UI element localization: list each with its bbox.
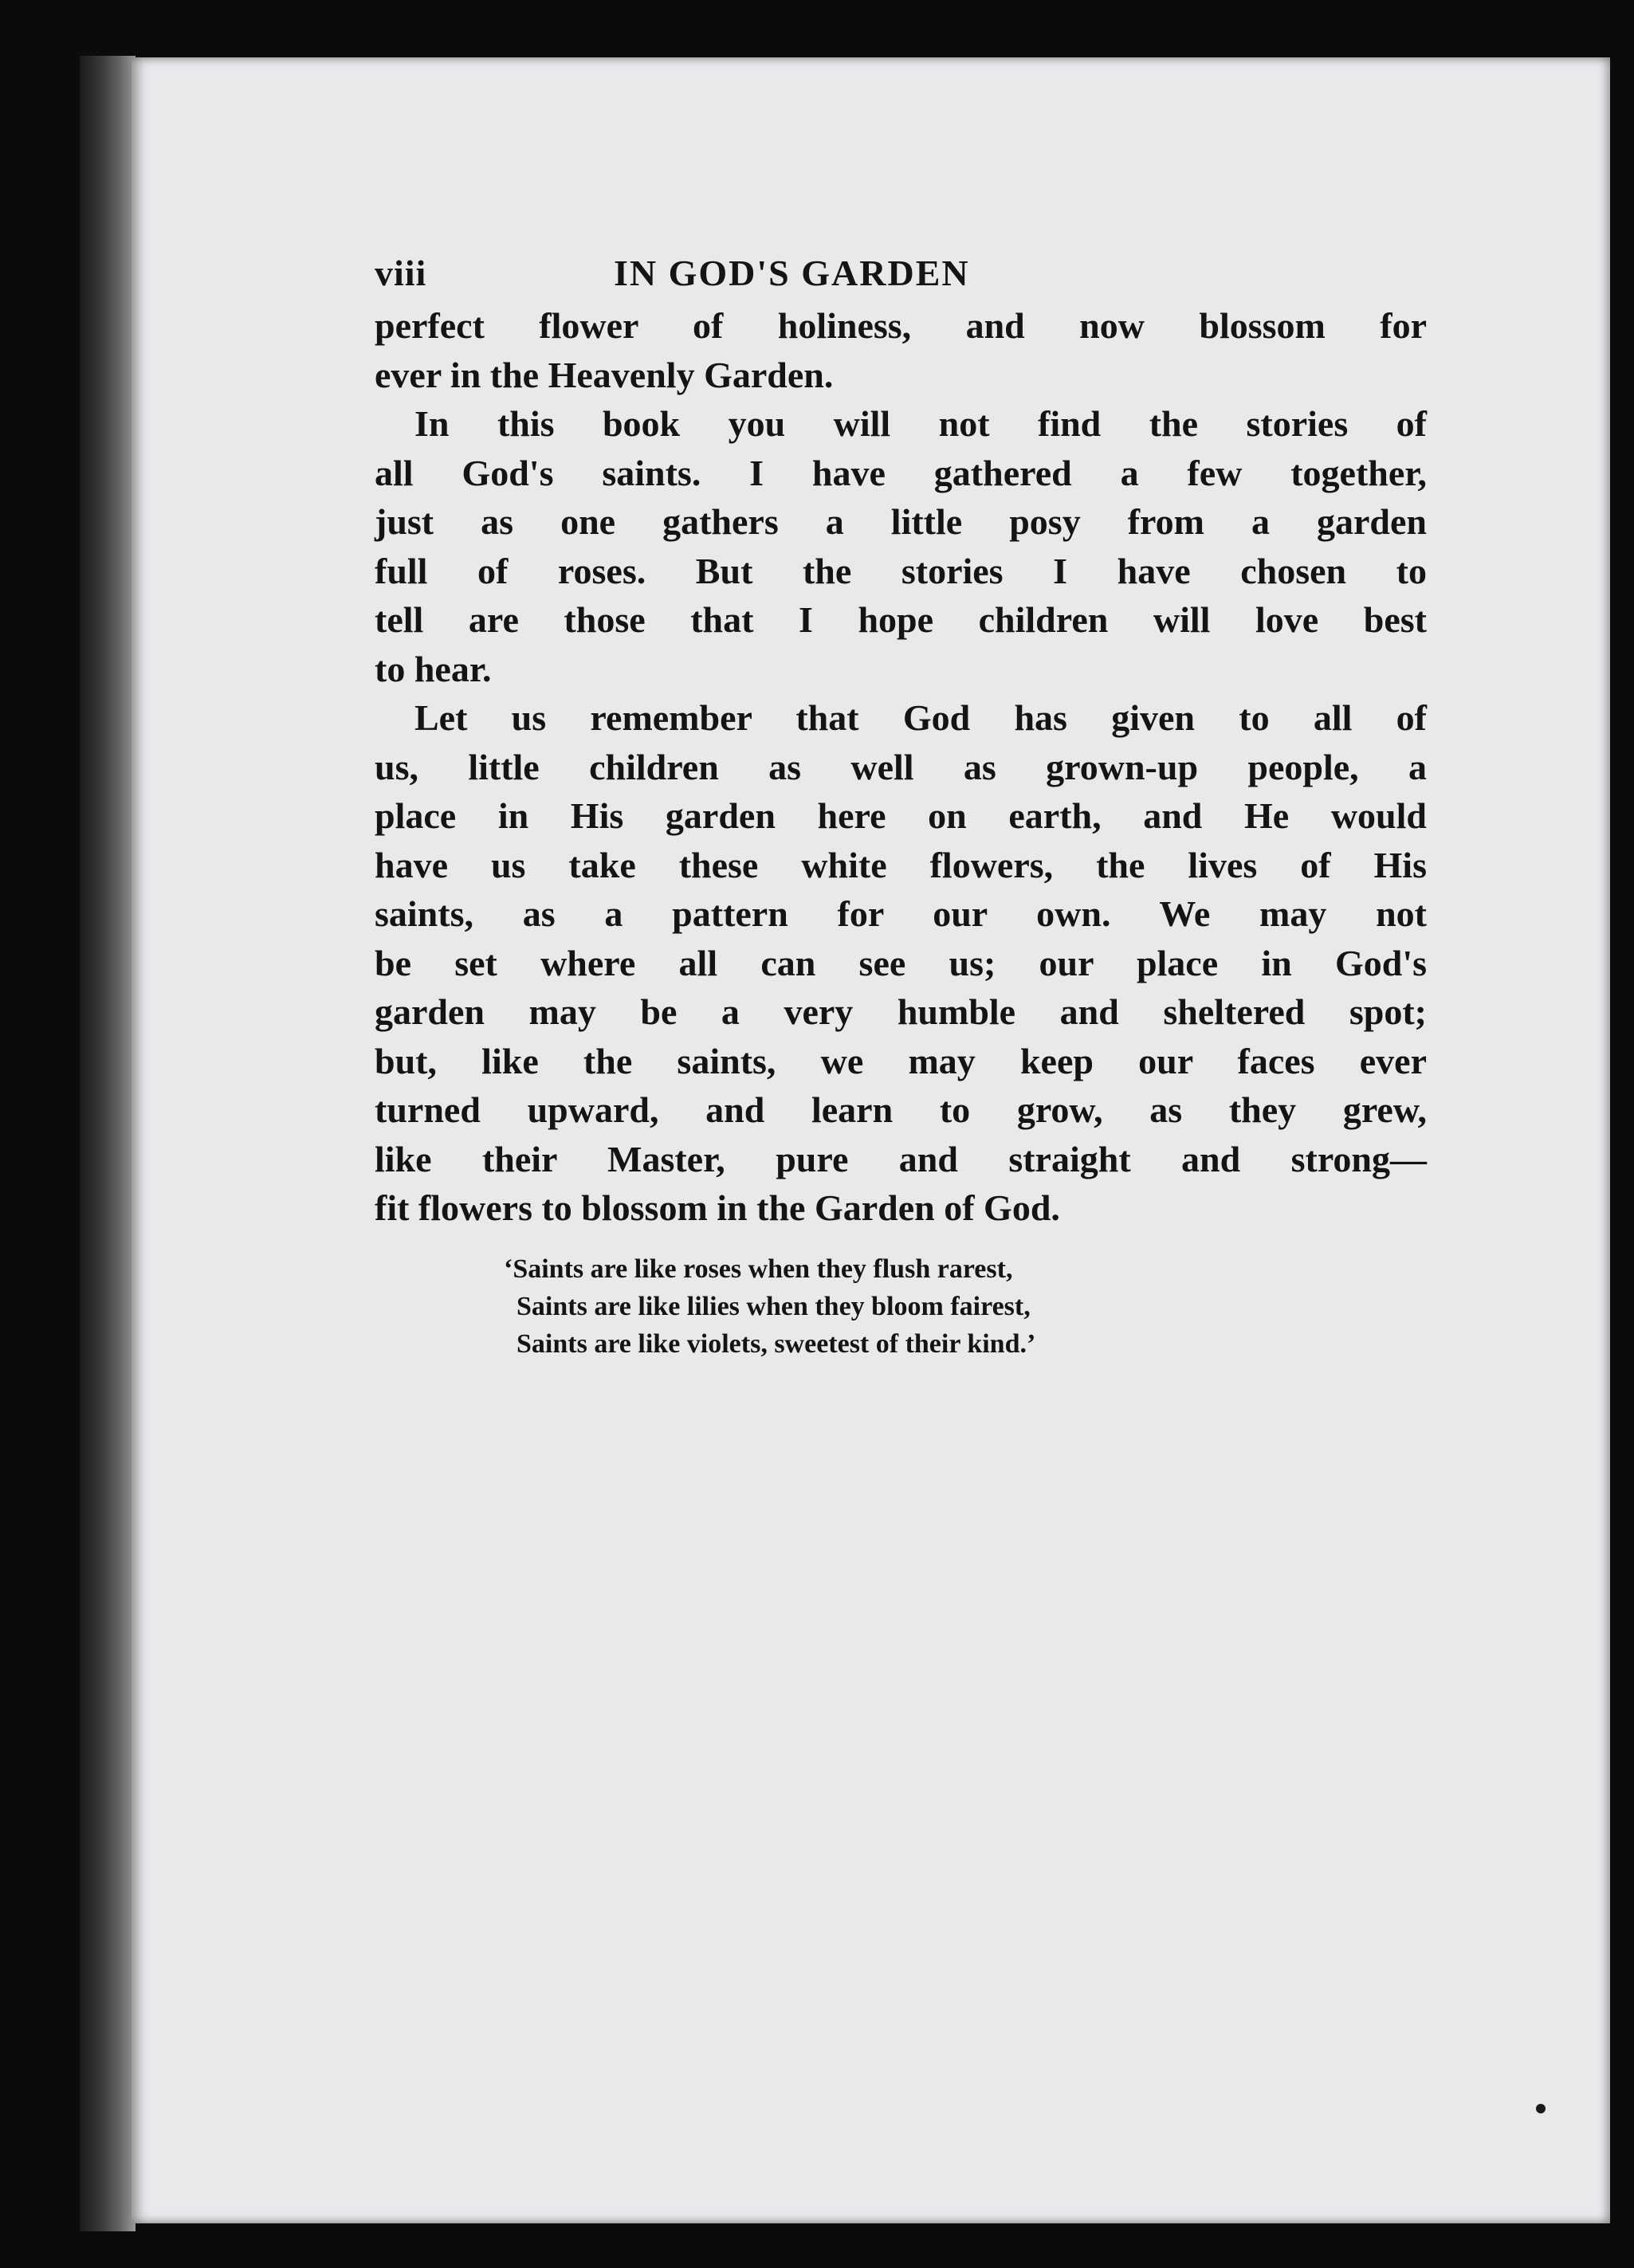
verse-line: Saints are like lilies when they bloom fairest, xyxy=(517,1291,1031,1321)
text-line: garden may be a very humble and sheltered spot; xyxy=(375,991,1427,1032)
paragraph-1 xyxy=(375,301,1427,399)
text-line: have us take these white flowers, the lives of His xyxy=(375,844,1427,885)
verse-line: Saints are like violets, sweetest of their kind.’ xyxy=(517,1328,1036,1359)
text-line: In this book you will not find the stories of xyxy=(414,403,1427,444)
book-binding-gutter xyxy=(80,56,136,2231)
page-text-block xyxy=(375,245,1427,1363)
text-line: us, little children as well as grown-up people, a xyxy=(375,746,1427,787)
text-line: all God's saints. I have gathered a few together, xyxy=(375,452,1427,493)
verse-quotation xyxy=(375,1250,1427,1363)
text-line: be set where all can see us; our place in God's xyxy=(375,942,1427,983)
text-line: Let us remember that God has given to all of xyxy=(414,697,1427,738)
text-line: place in His garden here on earth, and He would xyxy=(375,795,1427,836)
running-title: IN GOD'S GARDEN xyxy=(614,253,970,293)
paragraph-3 xyxy=(375,693,1427,1233)
text-line: just as one gathers a little posy from a garden xyxy=(375,501,1427,542)
text-line: ever in the Heavenly Garden. xyxy=(375,354,834,395)
ink-speck xyxy=(1536,2104,1546,2113)
text-line: but, like the saints, we may keep our faces ever xyxy=(375,1040,1427,1081)
verse-line: ‘Saints are like roses when they flush rarest, xyxy=(504,1254,1013,1284)
paragraph-2 xyxy=(375,399,1427,693)
text-line: saints, as a pattern for our own. We may not xyxy=(375,893,1427,934)
text-line: turned upward, and learn to grow, as they grew, xyxy=(375,1089,1427,1130)
text-line: perfect flower of holiness, and now blossom for xyxy=(375,305,1427,346)
text-line: like their Master, pure and straight and strong— xyxy=(375,1138,1427,1179)
text-line: fit flowers to blossom in the Garden of God. xyxy=(375,1187,1060,1228)
text-line: tell are those that I hope children will love best xyxy=(375,599,1427,640)
text-line: full of roses. But the stories I have chosen to xyxy=(375,550,1427,591)
running-head xyxy=(375,245,1427,301)
page-number: viii xyxy=(375,253,427,293)
text-line: to hear. xyxy=(375,648,492,689)
